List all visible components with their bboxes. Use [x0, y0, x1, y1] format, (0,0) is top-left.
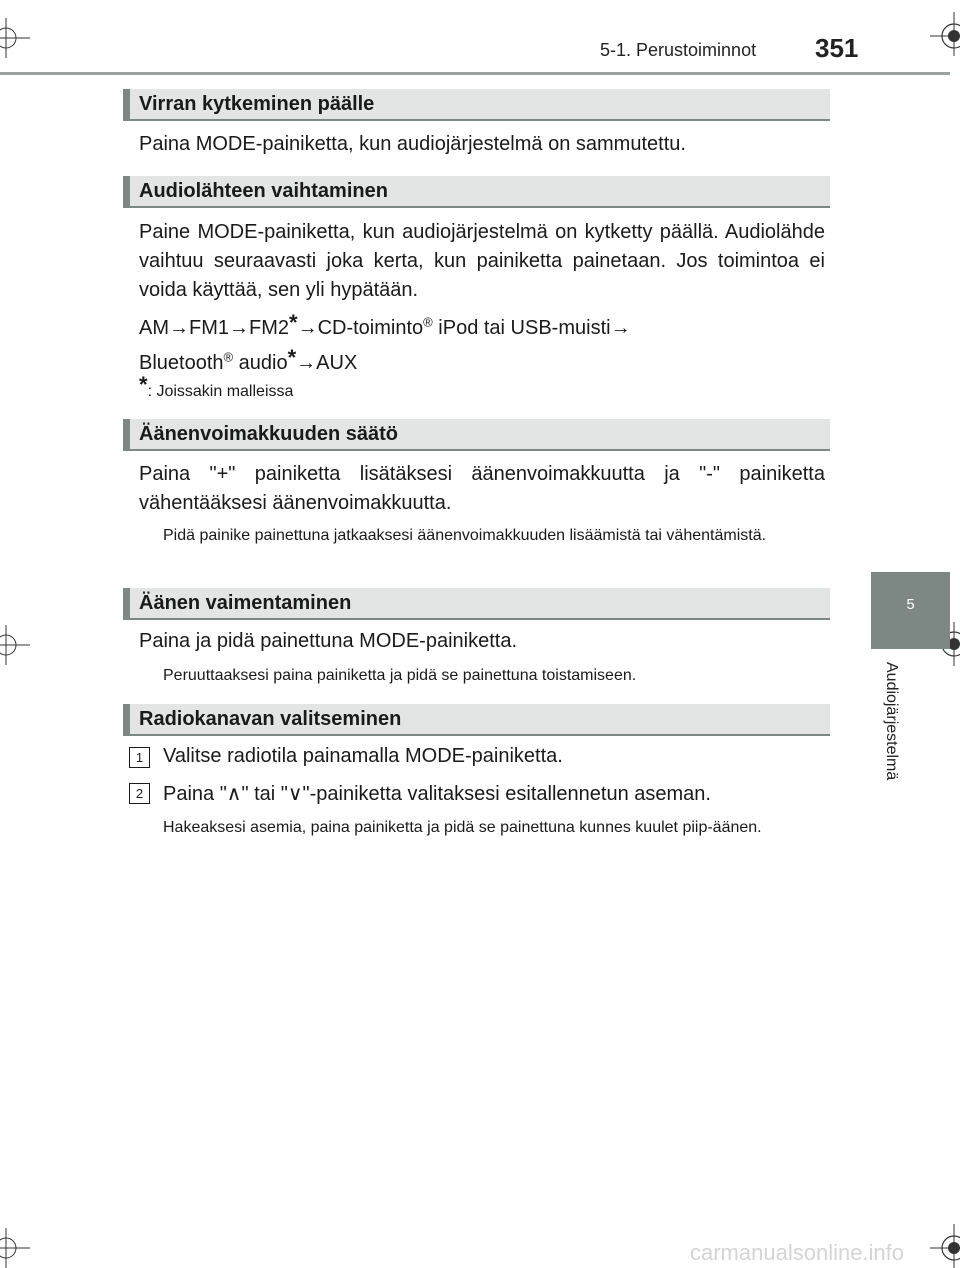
mute-text: Paina ja pidä painettuna MODE-painiketta. [139, 630, 518, 652]
seq-audio: audio [233, 352, 288, 374]
crop-mark-bottom-right [920, 1224, 960, 1268]
volume-note: Pidä painike painettuna jatkaaksesi äänenvoimakkuuden lisäämistä tai vähentämistä. [163, 527, 767, 544]
seq-fm1: FM1 [189, 317, 229, 339]
volume-text: Paina "+" painiketta lisätäksesi äänenvoimakkuutta ja "-" painiketta vähentääksesi äänenvoimakkuutta. [139, 463, 825, 514]
step-text-2: Paina "∧" tai "∨"-painiketta valitaksesi esitallennetun aseman. [163, 783, 711, 805]
seq-am: AM [139, 317, 169, 339]
seq-aux: AUX [316, 352, 358, 374]
seq-star: * [289, 310, 298, 335]
seq-arrow: → [169, 317, 189, 339]
watermark: carmanualsonline.info [690, 1240, 905, 1265]
step-text-1: Valitse radiotila painamalla MODE-painiketta. [163, 745, 563, 767]
seq-ipod: iPod tai USB-muisti [432, 317, 611, 339]
source-sequence [139, 308, 825, 378]
section-title-power-on: Virran kytkeminen päälle [123, 89, 830, 121]
seq-fm2: FM2 [249, 317, 289, 339]
chapter-number: 5 [906, 596, 915, 613]
chapter-title-vertical [878, 662, 900, 807]
step-number-2: 2 [129, 783, 150, 804]
crop-mark-top-right [920, 12, 960, 56]
power-on-text: Paina MODE-painiketta, kun audiojärjestelmä on sammutettu. [139, 133, 686, 155]
seq-arrow: → [229, 317, 249, 339]
step-number-1: 1 [129, 747, 150, 768]
seq-registered: ® [423, 314, 433, 330]
seq-star: * [287, 345, 297, 370]
section-reference: 5-1. Perustoiminnot [600, 40, 757, 60]
seq-arrow: → [610, 317, 631, 339]
radio-note: Hakeaksesi asemia, paina painiketta ja pidä se painettuna kunnes kuulet piip-äänen. [163, 819, 762, 836]
crop-mark-bottom-left [0, 1228, 30, 1268]
footnote-star: * [139, 372, 148, 397]
footnote-text: : Joissakin malleissa [147, 383, 294, 400]
header-divider [0, 72, 950, 75]
crop-mark-top-left [0, 18, 30, 58]
chapter-tab [871, 572, 950, 649]
section-title-source-change: Audiolähteen vaihtaminen [123, 176, 830, 208]
seq-arrow: → [296, 352, 317, 374]
chapter-title: Audiojärjestelmä [883, 662, 900, 781]
section-title-volume: Äänenvoimakkuuden säätö [123, 419, 830, 451]
seq-cd: CD-toiminto [317, 317, 424, 339]
seq-registered: ® [223, 349, 234, 365]
section-title-mute: Äänen vaimentaminen [123, 588, 830, 620]
mute-note: Peruuttaaksesi paina painiketta ja pidä se painettuna toistamiseen. [163, 667, 637, 684]
seq-arrow: → [297, 317, 318, 339]
page-number: 351 [815, 33, 859, 63]
source-change-text: Paine MODE-painiketta, kun audiojärjestelmä on kytketty päällä. Audiolähde vaihtuu seuraavasti joka kerta, kun painiketta painetaan. Jos toimintoa ei voida käyttää, sen yli hypätään. [139, 221, 825, 301]
model-footnote [139, 372, 293, 401]
crop-mark-mid-left [0, 625, 30, 665]
section-title-radio: Radiokanavan valitseminen [123, 704, 830, 736]
seq-bluetooth: Bluetooth [139, 352, 224, 374]
